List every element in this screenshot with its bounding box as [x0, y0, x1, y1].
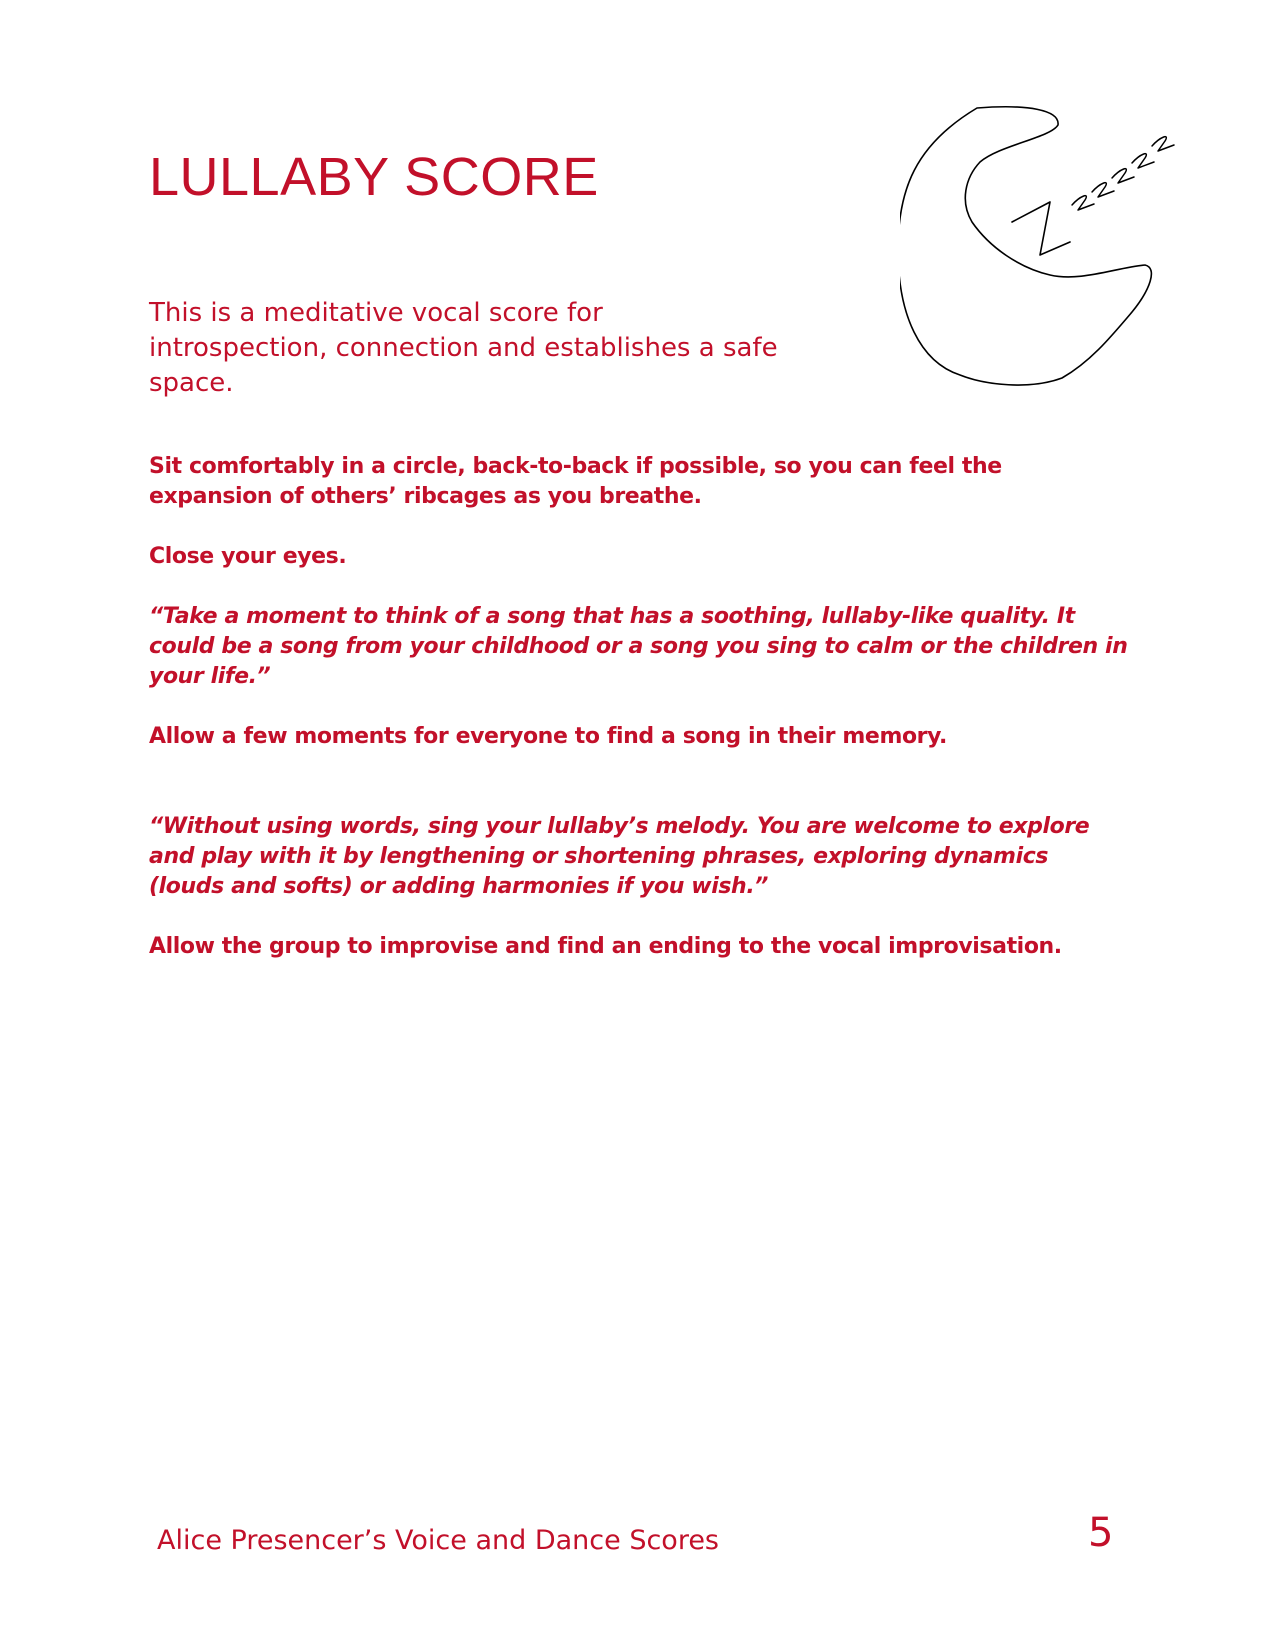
page-title: LULLABY SCORE [149, 147, 599, 207]
instruction-quote-song: “Take a moment to think of a song that has a soothing, lullaby-like quality. It could be a song from your childhood or a song you sing to calm or the children in your life.” [149, 604, 1128, 689]
instructions-list [149, 452, 1129, 962]
instruction-sit: Sit comfortably in a circle, back-to-back if possible, so you can feel the expansion of others’ ribcages as you breathe. [149, 454, 1002, 509]
sleeping-moon-icon [900, 100, 1240, 410]
page-number: 5 [1088, 1510, 1114, 1556]
instruction-close-eyes: Close your eyes. [149, 544, 347, 569]
instruction-allow-moments: Allow a few moments for everyone to find a song in their memory. [149, 724, 948, 749]
footer-book-title: Alice Presencer’s Voice and Dance Scores [157, 1525, 720, 1556]
instruction-improvise: Allow the group to improvise and find an ending to the vocal improvisation. [149, 934, 1062, 959]
instruction-quote-sing: “Without using words, sing your lullaby’s melody. You are welcome to explore and play with it by lengthening or shortening phrases, exploring dynamics (louds and softs) or adding harmonies if you wish.” [149, 814, 1090, 899]
intro-text: This is a meditative vocal score for introspection, connection and establishes a safe space. [149, 298, 778, 398]
